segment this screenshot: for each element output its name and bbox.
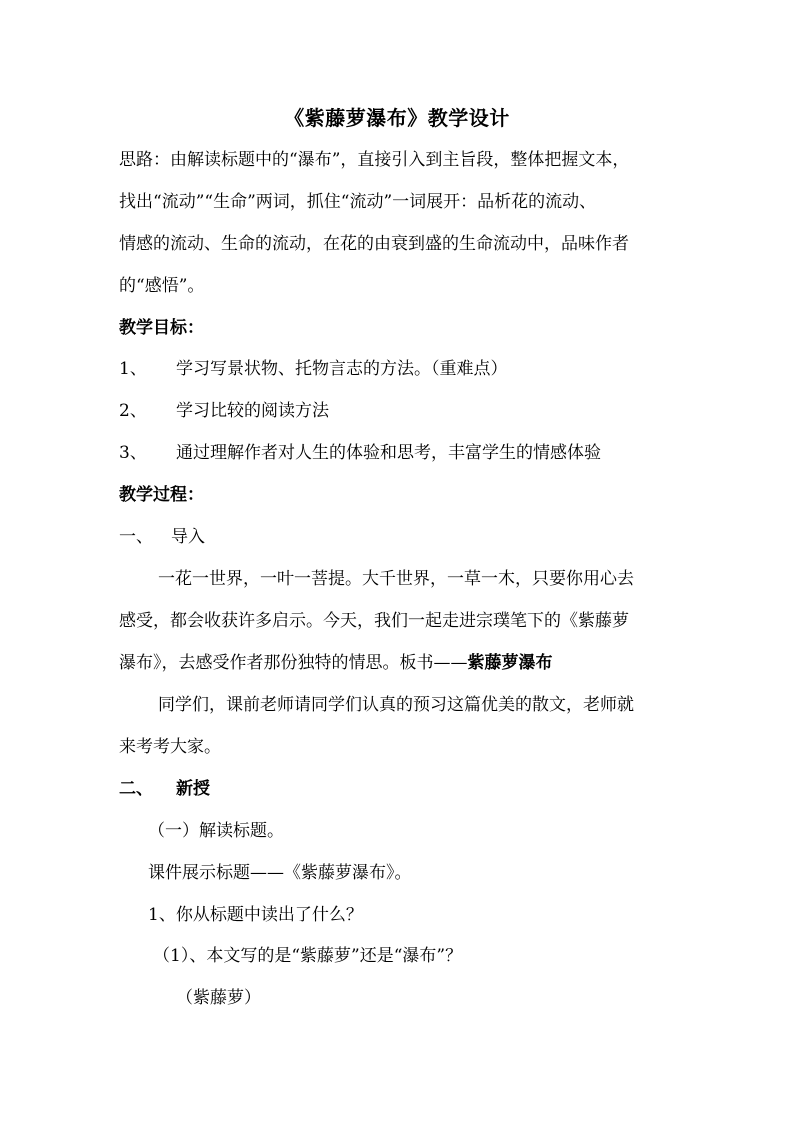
subsection-1: （一）解读标题。 [148,821,284,841]
objective-text-2: 学习比较的阅读方法 [176,401,329,421]
section2-title: 新授 [176,779,210,799]
document-title: 《紫藤萝瀑布》教学设计 [284,106,510,130]
section2-number: 二、 [119,779,153,799]
objective-number-2: 2、 [119,401,147,421]
objective-text-3: 通过理解作者对人生的体验和思考，丰富学生的情感体验 [176,443,601,463]
intro-line-4: 的“感悟”。 [119,276,205,296]
blackboard-title: 紫藤萝瀑布 [467,653,553,673]
courseware-line: 课件展示标题——《紫藤萝瀑布》。 [148,863,412,883]
section1-line-2: 感受，都会收获许多启示。今天，我们一起走进宗璞笔下的《紫藤萝 [119,611,629,631]
objective-number-1: 1、 [119,359,147,379]
process-heading: 教学过程： [119,485,204,505]
section1-line-3 [119,653,553,673]
section1-number: 一、 [119,527,153,547]
section1-title: 导入 [171,527,205,547]
answer-line: （紫藤萝） [176,988,261,1008]
question-1-1: （1）、本文写的是“紫藤萝”还是“瀑布”？ [153,946,463,966]
objective-text-1: 学习写景状物、托物言志的方法。（重难点） [176,359,508,379]
question-1: 1、你从标题中读出了什么？ [148,905,363,925]
objective-number-3: 3、 [119,443,147,463]
section1-para2-line-1: 同学们，课前老师请同学们认真的预习这篇优美的散文，老师就 [158,695,634,715]
section1-line-3-text: 瀑布》，去感受作者那份独特的情思。板书—— [119,653,468,673]
intro-line-3: 情感的流动、生命的流动，在花的由衰到盛的生命流动中，品味作者 [119,234,629,254]
intro-line-2: 找出“流动”“生命”两词，抓住“流动”一词展开：品析花的流动、 [119,192,597,212]
section1-line-1: 一花一世界，一叶一菩提。大千世界，一草一木，只要你用心去 [158,569,634,589]
objectives-heading: 教学目标： [119,318,204,338]
section1-para2-line-2: 来考考大家。 [119,737,221,757]
intro-line-1: 思路：由解读标题中的“瀑布”，直接引入到主旨段，整体把握文本， [119,150,630,170]
